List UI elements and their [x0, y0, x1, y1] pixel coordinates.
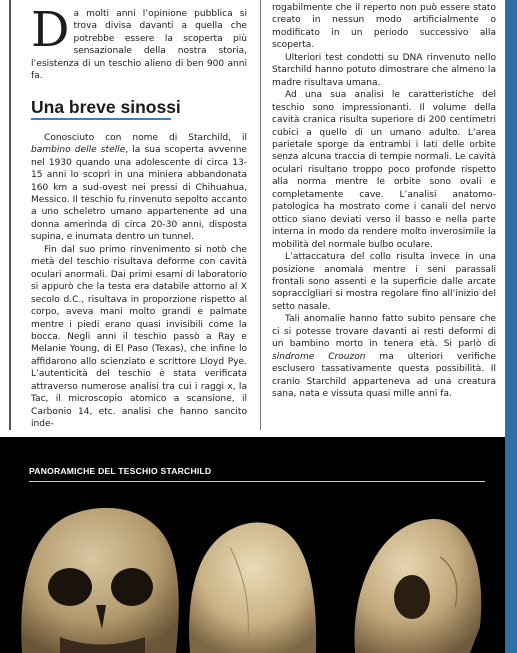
body-paragraph [31, 244, 247, 431]
right-body [272, 2, 496, 401]
body-paragraph [272, 2, 496, 52]
photo-caption: PANORAMICHE DEL TESCHIO STARCHILD [29, 466, 212, 476]
intro-paragraph [31, 2, 247, 83]
paragraph-text: Tali anomalie hanno fatto subito pensare che ci si potesse trovare davanti ai resti deformi di un bambino morto in tenera età. Si parlò di [272, 314, 496, 350]
paragraph-text: Fin dal suo primo rinvenimento si notò che metà del teschio risultava deforme con cavità oculari anormali. Dai primi esami di laboratorio si appurò che la testa era databile attorno al X secolo d.C., risultava in proporzione rispetto al corpo, aveva mani molto grandi e palmate mentre i piedi erano quasi invisibili come la bocca. Negli anni il teschio passò a Ray e Melanie Young, di El Paso (Texas), che infine lo affidarono allo scienziato e scrittore Lloyd Pye. L’autenticità del teschio è stata verificata attraverso numerose analisi tra cui i raggi x, la Tac, il microscopio atomico a scansione, il Carbonio 14, etc. analisi che hanno sancito inde- [31, 244, 247, 430]
paragraph-text: Ulteriori test condotti su DNA rinvenuto nello Starchild hanno potuto dimostrare che almeno la madre risultava umana. [272, 52, 496, 88]
caption-bar [29, 464, 485, 482]
body-paragraph [272, 251, 496, 313]
side-view-skull [354, 519, 481, 653]
paragraph-text: Conosciuto con nome di Starchild, il [44, 132, 247, 143]
paragraph-text: , la sua scoperta avvenne nel 1930 quando una adolescente di circa 13-15 anni lo scoprì in una miniera abbandonata 160 km a sud-ovest nei pressi di Chihuahua, Messico. Il teschio fu rinvenuto sepolto accanto a uno scheletro umano appartenente ad una donna amerinda di circa 20-30 anni, disposta supina, e inumata dentro un tunnel. [31, 145, 248, 243]
paragraph-emphasis: bambino delle stelle [31, 145, 126, 156]
left-column [31, 2, 248, 431]
paragraph-text: ma ulteriori verifiche esclusero tassativamente questa possibilità. Il cranio Starchild apparteneva ad una creatura sana, nata e vissuta quasi mille anni fa. [272, 351, 496, 400]
paragraph-text: Ad una sua analisi le caratteristiche del teschio sono impressionanti. Il volume della cavità cranica risulta superiore di 200 centimetri cubici a quello di un umano adulto. L’area parietale sporge da entrambi i lati delle orbite senza alcuna traccia di tempie normali. Le cavità oculari risultano troppo poco profonde rispetto alla norma mentre le orbite sono ovali e completamente cave. L’analisi anatomo-patologica ha mostrato come i canali del nervo ottico siano deviati verso il basso e nella parte interna in modo da rendere molto inverosimile la mobilità del normale bulbo oculare. [272, 90, 496, 250]
body-paragraph [272, 89, 496, 251]
right-column [272, 2, 496, 401]
drop-cap: D [31, 2, 70, 58]
body-paragraph [272, 313, 496, 400]
intro-text: a molti anni l’opinione pubblica si trova divisa davanti a quella che potrebbe essere la scoperta più sensazionale della nostra storia, l’esistenza di un teschio alieno di ben 900 anni fa. [31, 9, 247, 82]
paragraph-emphasis: sindrome Crouzon [272, 351, 366, 362]
body-paragraph [272, 52, 496, 89]
column-divider [260, 0, 261, 430]
paragraph-text: rogabilmente che il reperto non può essere stato creato in nessun modo artificialmente o modificato in un periodo successivo alla scoperta. [272, 3, 496, 51]
left-margin-rule [9, 0, 11, 430]
front-view-skull [21, 508, 178, 653]
body-paragraph [31, 132, 247, 244]
left-body [31, 132, 247, 431]
rear-view-skull [189, 523, 316, 653]
page-edge-strip [505, 0, 517, 653]
paragraph-text: L’attaccatura del collo risulta invece in una posizione anomala mentre i seni parassali frontali sono assenti e la superficie dalle arcate sopraccigliari si mostra regolare fino all’inizio del setto nasale. [272, 252, 496, 312]
photo-panel [0, 437, 505, 653]
section-heading: Una breve sinossi [31, 97, 247, 120]
